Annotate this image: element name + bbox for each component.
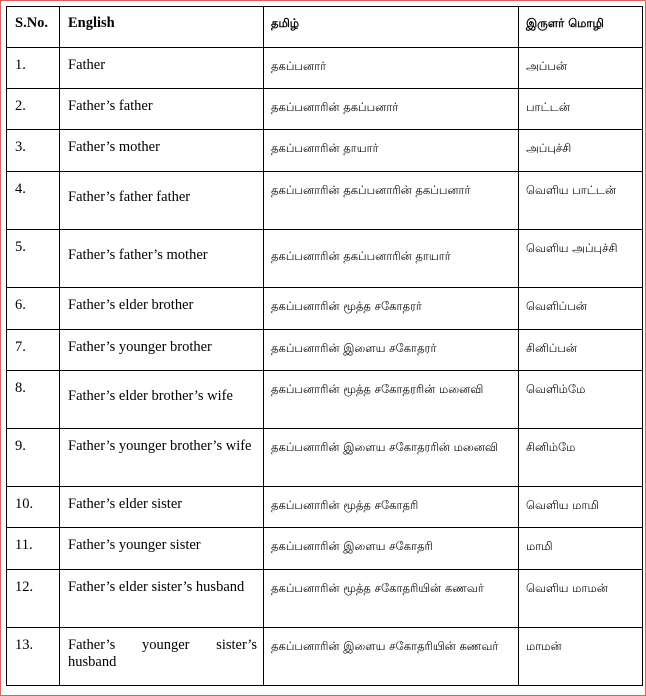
row-sno: 7. bbox=[7, 330, 60, 371]
table-row bbox=[7, 371, 643, 429]
row-english: Father’s elder brother bbox=[60, 288, 264, 330]
row-sno: 8. bbox=[7, 371, 60, 429]
row-sno: 10. bbox=[7, 487, 60, 528]
row-tamil: தகப்பனாரின் மூத்த சகோதரி bbox=[264, 487, 519, 528]
row-sno: 6. bbox=[7, 288, 60, 330]
row-tamil: தகப்பனார் bbox=[264, 48, 519, 89]
row-irular: மாமி bbox=[519, 528, 643, 570]
row-english: Father’s elder brother’s wife bbox=[60, 371, 264, 429]
row-tamil: தகப்பனாரின் இளைய சகோதரியின் கணவர் bbox=[264, 628, 519, 686]
table-row bbox=[7, 570, 643, 628]
row-tamil: தகப்பனாரின் இளைய சகோதரி bbox=[264, 528, 519, 570]
header-sno: S.No. bbox=[7, 7, 60, 48]
row-irular: பாட்டன் bbox=[519, 89, 643, 130]
row-sno: 3. bbox=[7, 130, 60, 172]
row-tamil: தகப்பனாரின் மூத்த சகோதரர் bbox=[264, 288, 519, 330]
row-irular: அப்பன் bbox=[519, 48, 643, 89]
row-english: Father’s younger brother bbox=[60, 330, 264, 371]
table-row bbox=[7, 487, 643, 528]
header-tamil: தமிழ் bbox=[264, 7, 519, 48]
row-irular: வெளிய அப்புச்சி bbox=[519, 230, 643, 288]
row-irular: வெளிய மாமி bbox=[519, 487, 643, 528]
row-english: Father’s father father bbox=[60, 172, 264, 230]
row-tamil: தகப்பனாரின் மூத்த சகோதரரின் மனைவி bbox=[264, 371, 519, 429]
row-english: Father’s father’s mother bbox=[60, 230, 264, 288]
row-tamil: தகப்பனாரின் தகப்பனாரின் தகப்பனார் bbox=[264, 172, 519, 230]
row-sno: 1. bbox=[7, 48, 60, 89]
row-irular: அப்புச்சி bbox=[519, 130, 643, 172]
row-english: Father’s elder sister bbox=[60, 487, 264, 528]
row-irular: சினிம்மே bbox=[519, 429, 643, 487]
row-irular: வெளிய பாட்டன் bbox=[519, 172, 643, 230]
row-irular: வெளிய மாமன் bbox=[519, 570, 643, 628]
row-english: Father’s elder sister’s husband bbox=[60, 570, 264, 628]
row-sno: 2. bbox=[7, 89, 60, 130]
row-tamil: தகப்பனாரின் மூத்த சகோதரியின் கணவர் bbox=[264, 570, 519, 628]
row-irular: சினிப்பன் bbox=[519, 330, 643, 371]
header-row bbox=[7, 7, 643, 48]
row-irular: வெளிப்பன் bbox=[519, 288, 643, 330]
row-tamil: தகப்பனாரின் தாயார் bbox=[264, 130, 519, 172]
kinship-terms-table bbox=[6, 6, 643, 686]
table-row bbox=[7, 330, 643, 371]
table-row bbox=[7, 89, 643, 130]
row-irular: வெளிம்மே bbox=[519, 371, 643, 429]
header-english: English bbox=[60, 7, 264, 48]
row-sno: 9. bbox=[7, 429, 60, 487]
row-english: Father’s younger sister’s husband bbox=[60, 628, 264, 686]
row-sno: 13. bbox=[7, 628, 60, 686]
row-sno: 5. bbox=[7, 230, 60, 288]
row-irular: மாமன் bbox=[519, 628, 643, 686]
row-sno: 11. bbox=[7, 528, 60, 570]
table-row bbox=[7, 288, 643, 330]
table-row bbox=[7, 48, 643, 89]
table-row bbox=[7, 130, 643, 172]
table-row bbox=[7, 429, 643, 487]
row-sno: 12. bbox=[7, 570, 60, 628]
row-tamil: தகப்பனாரின் இளைய சகோதரர் bbox=[264, 330, 519, 371]
row-sno: 4. bbox=[7, 172, 60, 230]
row-english: Father’s father bbox=[60, 89, 264, 130]
row-tamil: தகப்பனாரின் தகப்பனார் bbox=[264, 89, 519, 130]
table-row bbox=[7, 628, 643, 686]
table-row bbox=[7, 172, 643, 230]
table-row bbox=[7, 528, 643, 570]
row-english: Father’s mother bbox=[60, 130, 264, 172]
row-english: Father’s younger sister bbox=[60, 528, 264, 570]
row-tamil: தகப்பனாரின் இளைய சகோதரரின் மனைவி bbox=[264, 429, 519, 487]
header-irular: இருளர் மொழி bbox=[519, 7, 643, 48]
row-english: Father bbox=[60, 48, 264, 89]
table-row bbox=[7, 230, 643, 288]
row-tamil: தகப்பனாரின் தகப்பனாரின் தாயார் bbox=[264, 230, 519, 288]
row-english: Father’s younger brother’s wife bbox=[60, 429, 264, 487]
